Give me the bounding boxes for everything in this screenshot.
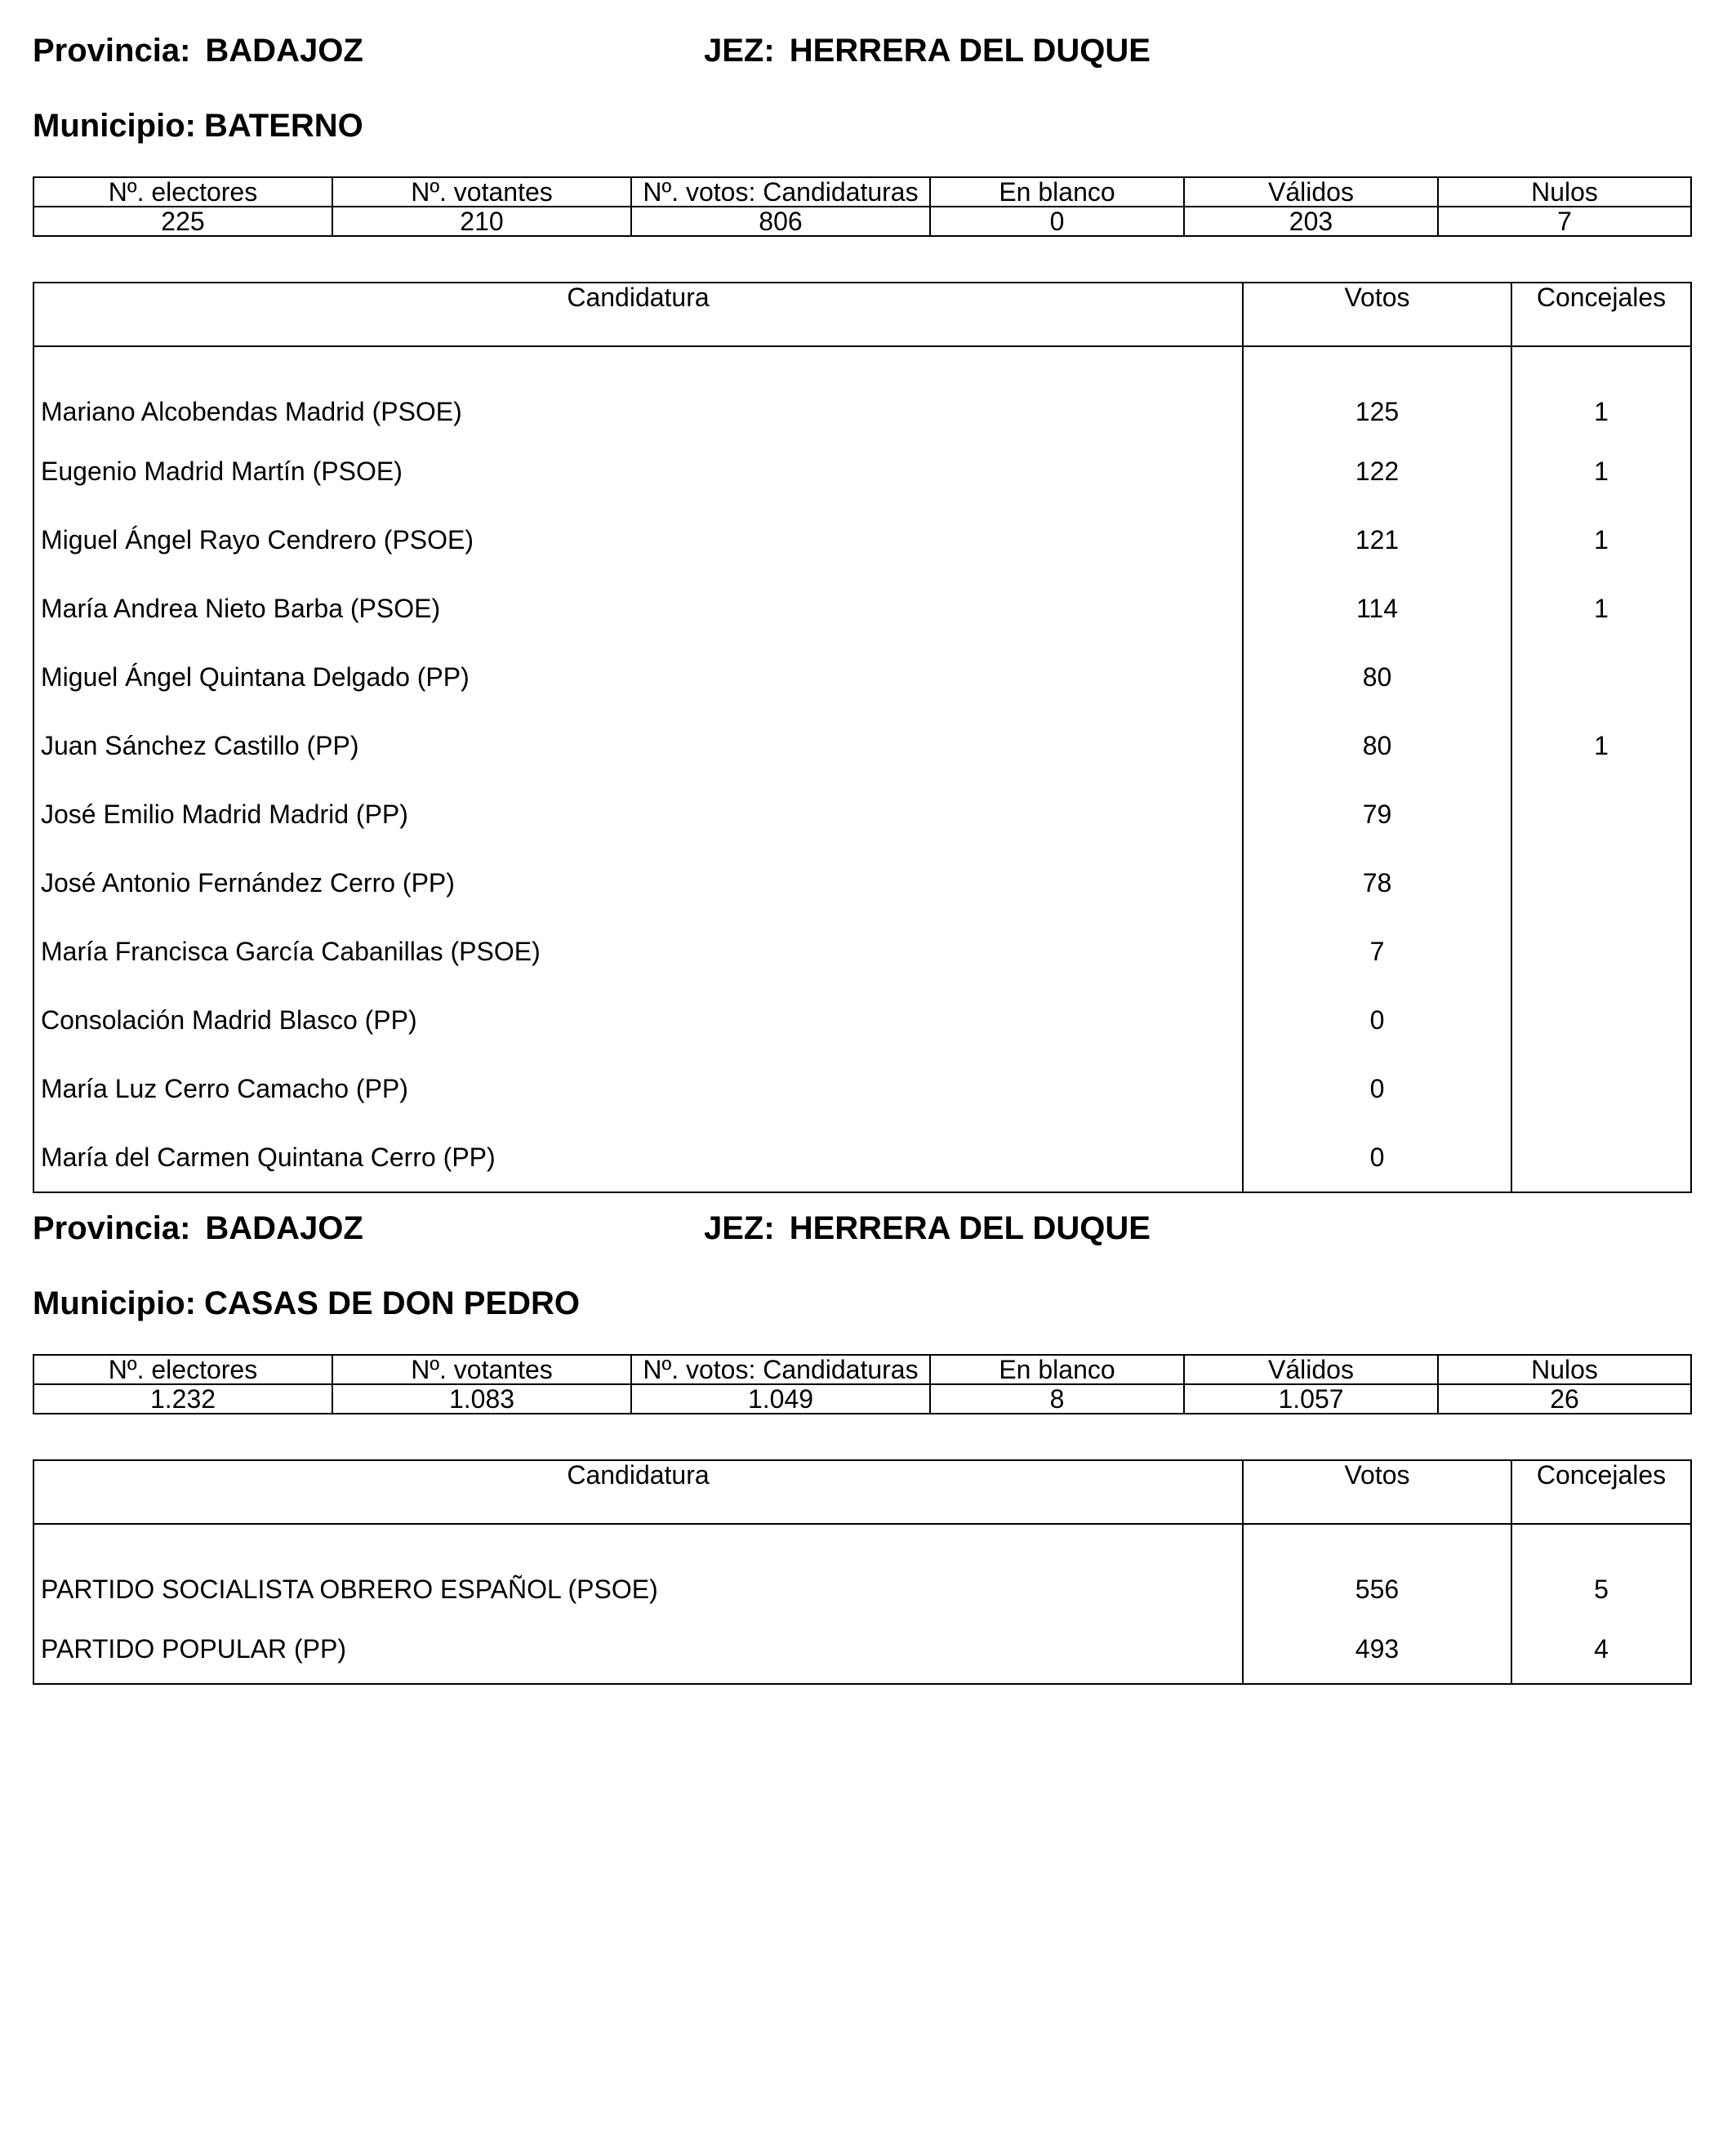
header-votos: Votos <box>1243 283 1511 346</box>
candidate-name: Miguel Ángel Quintana Delgado (PP) <box>33 643 1243 711</box>
candidate-councillors <box>1511 780 1691 849</box>
candidate-votes: 0 <box>1243 1054 1511 1123</box>
summary-header-nulos: Nulos <box>1438 1355 1691 1384</box>
header-concejales: Concejales <box>1511 283 1691 346</box>
candidate-votes: 0 <box>1243 1123 1511 1192</box>
municipio-label: Municipio: <box>33 1285 196 1321</box>
summary-header-votantes: Nº. votantes <box>332 1355 631 1384</box>
candidate-votes: 122 <box>1243 437 1511 506</box>
provincia-heading <box>33 31 363 70</box>
candidate-councillors: 4 <box>1511 1615 1691 1684</box>
candidate-name: PARTIDO SOCIALISTA OBRERO ESPAÑOL (PSOE) <box>33 1524 1243 1615</box>
table-row <box>33 780 1691 849</box>
summary-table <box>33 1354 1692 1414</box>
candidates-header-row <box>33 1460 1691 1524</box>
candidates-table <box>33 1459 1692 1685</box>
candidate-councillors: 1 <box>1511 437 1691 506</box>
summary-value-row <box>33 1384 1691 1414</box>
jez-label: JEZ: <box>704 33 775 69</box>
candidate-votes: 0 <box>1243 986 1511 1054</box>
candidate-votes: 7 <box>1243 917 1511 986</box>
header-votos: Votos <box>1243 1460 1511 1524</box>
municipio-heading <box>33 106 363 145</box>
candidate-name: Juan Sánchez Castillo (PP) <box>33 711 1243 780</box>
candidate-votes: 125 <box>1243 346 1511 437</box>
summary-header-en-blanco: En blanco <box>930 177 1184 207</box>
summary-table <box>33 176 1692 237</box>
candidate-votes: 114 <box>1243 574 1511 643</box>
summary-header-votos-candidaturas: Nº. votos: Candidaturas <box>631 177 930 207</box>
summary-header-votos-candidaturas: Nº. votos: Candidaturas <box>631 1355 930 1384</box>
summary-value-en-blanco: 0 <box>930 207 1184 236</box>
candidate-votes: 80 <box>1243 711 1511 780</box>
table-row <box>33 643 1691 711</box>
candidate-councillors: 1 <box>1511 346 1691 437</box>
municipio-label: Municipio: <box>33 108 196 144</box>
candidate-name: Mariano Alcobendas Madrid (PSOE) <box>33 346 1243 437</box>
candidate-votes: 80 <box>1243 643 1511 711</box>
summary-header-row <box>33 177 1691 207</box>
candidate-name: María del Carmen Quintana Cerro (PP) <box>33 1123 1243 1192</box>
summary-header-row <box>33 1355 1691 1384</box>
jez-heading <box>704 1209 1151 1248</box>
table-row <box>33 1524 1691 1615</box>
jez-value: HERRERA DEL DUQUE <box>789 33 1151 69</box>
candidate-name: José Emilio Madrid Madrid (PP) <box>33 780 1243 849</box>
municipio-heading <box>33 1284 580 1323</box>
summary-value-nulos: 7 <box>1438 207 1691 236</box>
jez-value: HERRERA DEL DUQUE <box>789 1210 1151 1246</box>
provincia-value: BADAJOZ <box>205 33 363 69</box>
table-row <box>33 917 1691 986</box>
candidate-councillors: 1 <box>1511 711 1691 780</box>
candidate-votes: 78 <box>1243 849 1511 917</box>
candidate-name: Eugenio Madrid Martín (PSOE) <box>33 437 1243 506</box>
provincia-label: Provincia: <box>33 33 191 69</box>
summary-value-validos: 1.057 <box>1184 1384 1438 1414</box>
candidate-councillors <box>1511 986 1691 1054</box>
table-row <box>33 986 1691 1054</box>
summary-header-votantes: Nº. votantes <box>332 177 631 207</box>
candidate-name: Miguel Ángel Rayo Cendrero (PSOE) <box>33 506 1243 574</box>
summary-value-electores: 225 <box>33 207 332 236</box>
candidate-name: María Luz Cerro Camacho (PP) <box>33 1054 1243 1123</box>
candidate-councillors <box>1511 1054 1691 1123</box>
summary-header-nulos: Nulos <box>1438 177 1691 207</box>
header-candidatura: Candidatura <box>33 1460 1243 1524</box>
candidate-votes: 121 <box>1243 506 1511 574</box>
summary-header-en-blanco: En blanco <box>930 1355 1184 1384</box>
summary-value-nulos: 26 <box>1438 1384 1691 1414</box>
summary-header-validos: Válidos <box>1184 177 1438 207</box>
candidate-councillors: 5 <box>1511 1524 1691 1615</box>
candidates-header-row <box>33 283 1691 346</box>
table-row <box>33 437 1691 506</box>
summary-value-electores: 1.232 <box>33 1384 332 1414</box>
provincia-value: BADAJOZ <box>205 1210 363 1246</box>
candidates-table <box>33 282 1692 1193</box>
candidate-votes: 79 <box>1243 780 1511 849</box>
jez-heading <box>704 31 1151 70</box>
candidate-councillors: 1 <box>1511 574 1691 643</box>
header-candidatura: Candidatura <box>33 283 1243 346</box>
candidate-councillors <box>1511 643 1691 711</box>
jez-label: JEZ: <box>704 1210 775 1246</box>
table-row <box>33 1615 1691 1684</box>
candidate-councillors <box>1511 849 1691 917</box>
summary-value-votos-candidaturas: 806 <box>631 207 930 236</box>
table-row <box>33 849 1691 917</box>
provincia-heading <box>33 1209 363 1248</box>
candidate-name: Consolación Madrid Blasco (PP) <box>33 986 1243 1054</box>
candidate-name: José Antonio Fernández Cerro (PP) <box>33 849 1243 917</box>
table-row <box>33 506 1691 574</box>
table-row <box>33 346 1691 437</box>
municipio-value: CASAS DE DON PEDRO <box>203 1285 581 1321</box>
summary-value-en-blanco: 8 <box>930 1384 1184 1414</box>
provincia-label: Provincia: <box>33 1210 191 1246</box>
summary-value-votantes: 1.083 <box>332 1384 631 1414</box>
summary-value-row <box>33 207 1691 236</box>
summary-header-electores: Nº. electores <box>33 1355 332 1384</box>
summary-value-validos: 203 <box>1184 207 1438 236</box>
summary-header-electores: Nº. electores <box>33 177 332 207</box>
summary-value-votantes: 210 <box>332 207 631 236</box>
table-row <box>33 711 1691 780</box>
candidate-councillors <box>1511 1123 1691 1192</box>
candidate-name: PARTIDO POPULAR (PP) <box>33 1615 1243 1684</box>
candidate-name: María Francisca García Cabanillas (PSOE) <box>33 917 1243 986</box>
table-row <box>33 1054 1691 1123</box>
candidate-name: María Andrea Nieto Barba (PSOE) <box>33 574 1243 643</box>
candidate-votes: 556 <box>1243 1524 1511 1615</box>
header-concejales: Concejales <box>1511 1460 1691 1524</box>
candidate-votes: 493 <box>1243 1615 1511 1684</box>
summary-value-votos-candidaturas: 1.049 <box>631 1384 930 1414</box>
summary-header-validos: Válidos <box>1184 1355 1438 1384</box>
table-row <box>33 574 1691 643</box>
municipio-value: BATERNO <box>203 108 363 144</box>
table-row <box>33 1123 1691 1192</box>
candidate-councillors <box>1511 917 1691 986</box>
candidate-councillors: 1 <box>1511 506 1691 574</box>
